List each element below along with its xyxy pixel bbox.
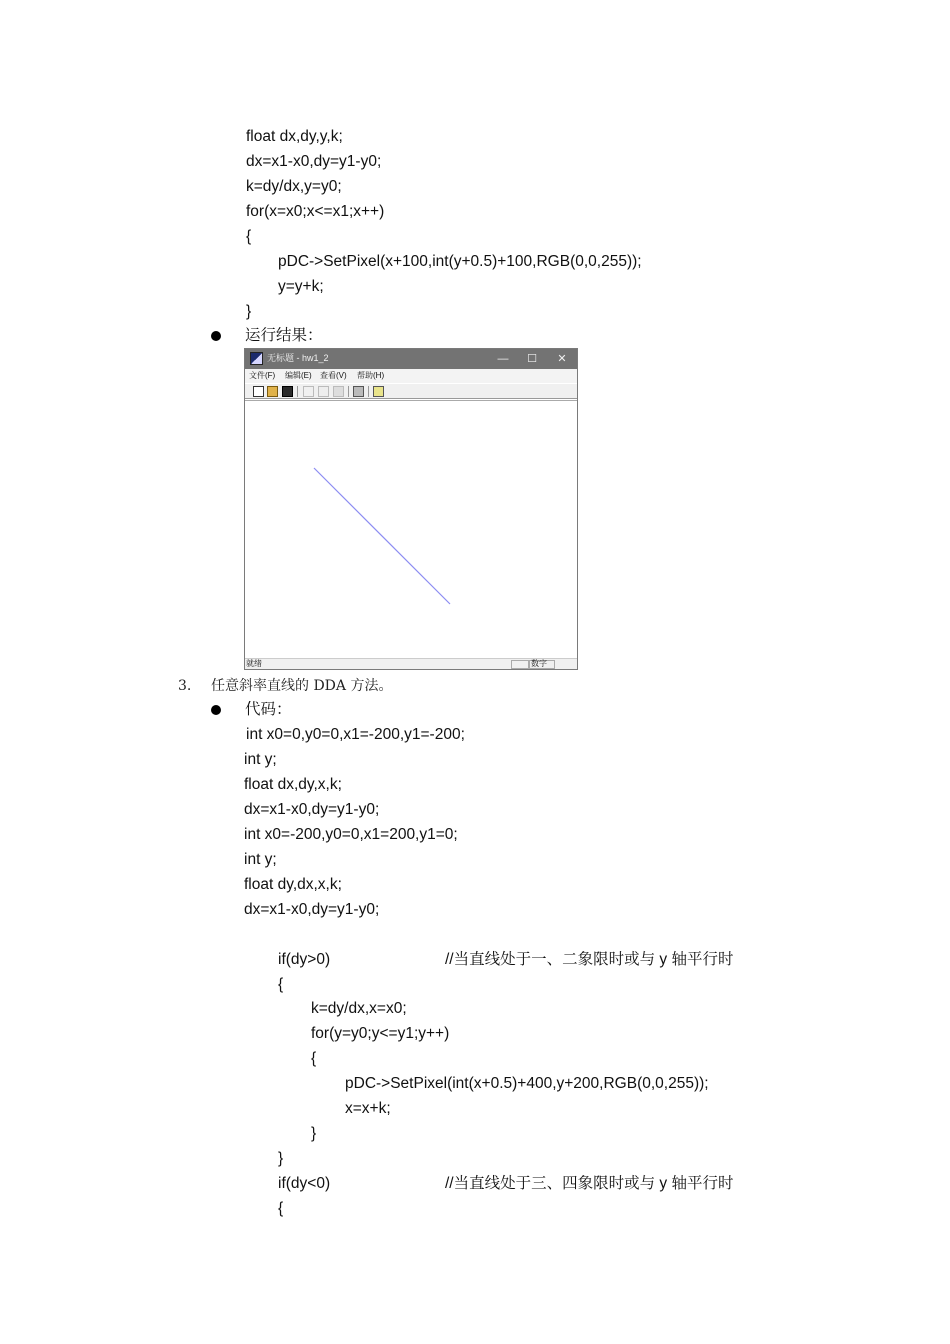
code-line: }	[311, 1125, 317, 1142]
toolbar-separator	[368, 386, 369, 397]
code-line: for(x=x0;x<=x1;x++)	[246, 203, 385, 220]
code-line: int y;	[244, 851, 277, 868]
window-title: 无标题 - hw1_2	[267, 353, 329, 363]
code-line: dx=x1-x0,dy=y1-y0;	[244, 901, 380, 918]
code-line: int x0=0,y0=0,x1=-200,y1=-200;	[246, 726, 465, 743]
print-icon[interactable]	[353, 386, 364, 397]
code-line: x=x+k;	[345, 1100, 391, 1117]
drawing-area	[245, 400, 577, 658]
menu-bar	[245, 369, 577, 383]
code-line: }	[246, 303, 252, 320]
code-line: if(dy>0)	[278, 951, 331, 968]
code-line: int y;	[244, 751, 277, 768]
status-num: 数字	[531, 659, 547, 668]
menu-help[interactable]: 帮助(H)	[357, 371, 385, 380]
cut-icon[interactable]	[303, 386, 314, 397]
menu-edit[interactable]: 编辑(E)	[285, 371, 312, 380]
open-folder-icon[interactable]	[267, 386, 278, 397]
copy-icon[interactable]	[318, 386, 329, 397]
code-line: k=dy/dx,y=y0;	[246, 178, 342, 195]
code-line: {	[311, 1050, 317, 1067]
section-number: 3.	[178, 678, 192, 694]
menu-file[interactable]: 文件(F)	[249, 371, 276, 380]
code-line: dx=x1-x0,dy=y1-y0;	[246, 153, 382, 170]
code-line: }	[278, 1150, 284, 1167]
drawing-canvas	[245, 401, 577, 659]
help-icon[interactable]	[373, 386, 384, 397]
code-line: int x0=-200,y0=0,x1=200,y1=0;	[244, 826, 458, 843]
window-titlebar	[245, 349, 577, 369]
bullet-icon	[211, 331, 221, 341]
code-comment: //当直线处于一、二象限时或与 y 轴平行时	[445, 951, 734, 968]
code-line: float dx,dy,x,k;	[244, 776, 342, 793]
result-label: 运行结果：	[245, 327, 323, 344]
code-line: y=y+k;	[278, 278, 324, 295]
paste-icon[interactable]	[333, 386, 344, 397]
dda-line	[314, 468, 450, 604]
code-comment: //当直线处于三、四象限时或与 y 轴平行时	[445, 1175, 734, 1192]
code-line: {	[278, 976, 284, 993]
toolbar-separator	[348, 386, 349, 397]
code-line: pDC->SetPixel(int(x+0.5)+400,y+200,RGB(0,0,255));	[345, 1075, 709, 1092]
code-line: if(dy<0)	[278, 1175, 331, 1192]
bullet-icon	[211, 705, 221, 715]
code-line: k=dy/dx,x=x0;	[311, 1000, 407, 1017]
code-line: float dy,dx,x,k;	[244, 876, 342, 893]
toolbar-separator	[297, 386, 298, 397]
maximize-icon[interactable]: ☐	[527, 353, 537, 365]
app-window-screenshot	[244, 348, 578, 670]
toolbar	[245, 383, 577, 399]
code-line: float dx,dy,y,k;	[246, 128, 343, 145]
section-title: 任意斜率直线的 DDA 方法。	[211, 678, 393, 694]
code-line: pDC->SetPixel(x+100,int(y+0.5)+100,RGB(0,0,255));	[278, 253, 642, 270]
menu-view[interactable]: 查看(V)	[320, 371, 347, 380]
code-line: {	[278, 1200, 284, 1217]
status-panel	[511, 660, 529, 669]
close-icon[interactable]: ✕	[557, 353, 567, 365]
code-line: for(y=y0;y<=y1;y++)	[311, 1025, 450, 1042]
app-icon	[250, 352, 263, 365]
status-bar	[245, 658, 577, 669]
minimize-icon[interactable]: —	[497, 353, 509, 365]
code-line: dx=x1-x0,dy=y1-y0;	[244, 801, 380, 818]
code-label: 代码：	[245, 701, 292, 718]
status-text: 就绪	[246, 659, 262, 668]
new-file-icon[interactable]	[253, 386, 264, 397]
code-line: {	[246, 228, 252, 245]
save-icon[interactable]	[282, 386, 293, 397]
